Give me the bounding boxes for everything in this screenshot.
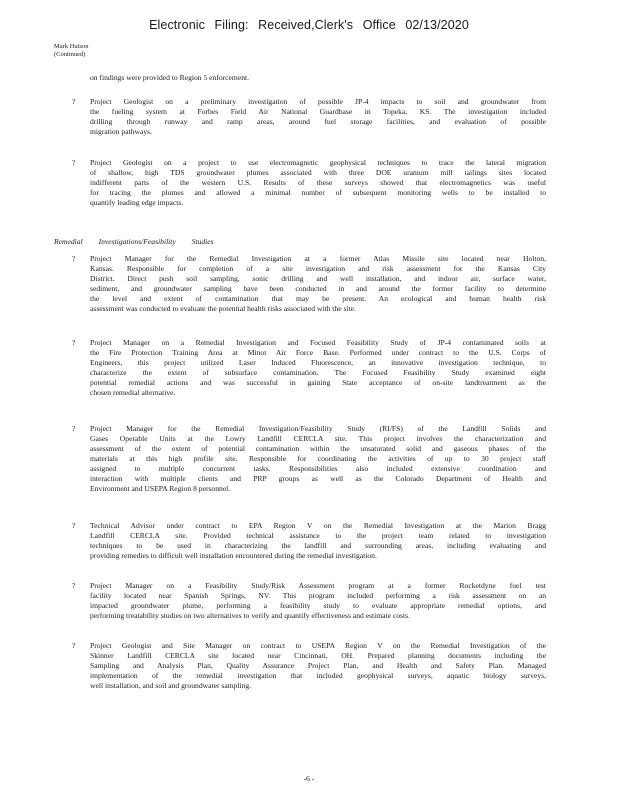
paragraph-line: Landfill CERCLA site. Provided technical assistance to the project team related to investigation [90, 531, 546, 540]
author-block [54, 43, 88, 59]
paragraph-line: materials at this high profile site. Responsible for coordinating the activities of up to 30 project staff [90, 454, 546, 463]
paragraph-line: indifferent parts of the western U.S. Results of these surveys showed that electromagnetics was useful [90, 178, 546, 187]
paragraph-line: Project Manager for the Remedial Investigation at a former Atlas Missile site located near Holton, [90, 254, 546, 263]
filing-header: Electronic Filing: Received,Clerk's Office 02/13/2020 [149, 18, 469, 32]
author-name: Mark Hutson [54, 43, 89, 50]
paragraph-line: facility located near Spanish Springs, NV. This program included performing a risk assessment on an [90, 591, 546, 600]
paragraph-line: District. Direct push soil sampling, sonic drilling and well installation, and indoor air, surface water, [90, 274, 546, 283]
bullet-marker: ? [72, 158, 76, 167]
paragraph-line: Project Geologist on a preliminary investigation of possible JP-4 impacts to soil and groundwater from [90, 97, 546, 106]
paragraph-line: the fueling system at Forbes Field Air National Guardbase in Topeka, KS. The investigation included [90, 107, 546, 116]
paragraph-line: impacted groundwater plume, performing a feasibility study to evaluate appropriate remedial options, and [90, 601, 546, 610]
page-number: -6 - [303, 774, 315, 783]
paragraph-line: techniques to be used in characterizing the landfill and surrounding areas, including evaluating and [90, 541, 546, 550]
paragraph-line: Skinner Landfill CERCLA site located near Cincinnati, OH. Prepared planning documents including the [90, 651, 546, 660]
bullet-marker: ? [72, 424, 76, 433]
paragraph-line: characterize the extent of subsurface contamination. The Focused Feasibility Study examined eight [90, 368, 546, 377]
paragraph-line: performing treatability studies on two alternatives to verify and quantify effectiveness and estimate costs. [90, 611, 410, 620]
paragraph-line: providing remedies to difficult well installation encountered during the remedial investigation. [90, 551, 377, 560]
paragraph-line: Environment and USEPA Region 8 personnel. [90, 484, 231, 493]
bullet-marker: ? [72, 97, 76, 106]
paragraph-line: well installation, and soil and groundwater sampling. [90, 681, 252, 690]
paragraph-line: assigned to multiple concurrent tasks. Responsibilities also included extensive coordination and [90, 464, 546, 473]
paragraph-line: interaction with multiple clients and PRP groups as well as the Colorado Department of Health and [90, 474, 546, 483]
paragraph-line: sediment, and groundwater sampling have been conducted in and around the former facility to determine [90, 284, 546, 293]
paragraph-line: Project Manager for the Remedial Investigation/Feasibility Study (RI/FS) of the Landfill Solids and [90, 424, 546, 433]
bullet-marker: ? [72, 521, 76, 530]
paragraph-line: chosen remedial alternative. [90, 388, 176, 397]
paragraph-line: for tracing the plumes and allowed a minimal number of subsequent monitoring wells to be installed to [90, 188, 546, 197]
bullet-marker: ? [72, 581, 76, 590]
paragraph-line: Project Geologist and Site Manager on contract to USEPA Region V on the Remedial Investigation of the [90, 641, 546, 650]
paragraph-line: Project Manager on a Feasibility Study/Risk Assessment program at a former Rocketdyne fuel test [90, 581, 546, 590]
paragraph-line: drilling through runway and ramp areas, around fuel storage facilities, and evaluation of possible [90, 117, 546, 126]
paragraph-line: Gases Operable Units at the Lowry Landfill CERCLA site. This project involves the characterization and [90, 434, 546, 443]
continuation-line: on findings were provided to Region 5 enforcement. [90, 73, 250, 82]
paragraph-line: Sampling and Analysis Plan, Quality Assurance Project Plan, and Health and Safety Plan. Managed [90, 661, 546, 670]
paragraph-line: Project Geologist on a project to use electromagnetic geophysical techniques to trace the lateral migration [90, 158, 546, 167]
paragraph-line: quantify leading edge impacts. [90, 198, 184, 207]
paragraph-line: the Fire Protection Training Area at Minot Air Force Base. Performed under contract to the U.S. Corps of [90, 348, 546, 357]
bullet-marker: ? [72, 641, 76, 650]
section-heading: Remedial Investigations/Feasibility Studies [54, 237, 214, 246]
paragraph-line: the level and extent of contamination that may be present. An ecological and human health risk [90, 294, 546, 303]
bullet-marker: ? [72, 254, 76, 263]
bullet-marker: ? [72, 338, 76, 347]
paragraph-line: Kansas. Responsible for completion of a site investigation and risk assessment for the Kansas City [90, 264, 546, 273]
paragraph-line: migration pathways. [90, 127, 153, 136]
paragraph-line: of shallow, high TDS groundwater plumes associated with three DOE uranium mill tailings sites located [90, 168, 546, 177]
paragraph-line: Engineers, this project utilized Laser Induced Fluorescence, an innovative investigation technique, to [90, 358, 546, 367]
paragraph-line: Technical Advisor under contract to EPA Region V on the Remedial Investigation at the Marion Bragg [90, 521, 546, 530]
paragraph-line: implementation of the remedial investigation that included geophysical surveys, aquatic biology surveys, [90, 671, 546, 680]
author-note: (Continued) [54, 51, 86, 58]
paragraph-line: potential remedial actions and was successful in gaining State acceptance of on-site landtreatment as the [90, 378, 546, 387]
paragraph-line: assessment was conducted to evaluate the potential health risks associated with the site. [90, 304, 356, 313]
paragraph-line: Project Manager on a Remedial Investigation and Focused Feasibility Study of JP-4 contaminated soils at [90, 338, 546, 347]
paragraph-line: assessment of the extent of potential contamination within the unsaturated solid and gaseous phases of the [90, 444, 546, 453]
